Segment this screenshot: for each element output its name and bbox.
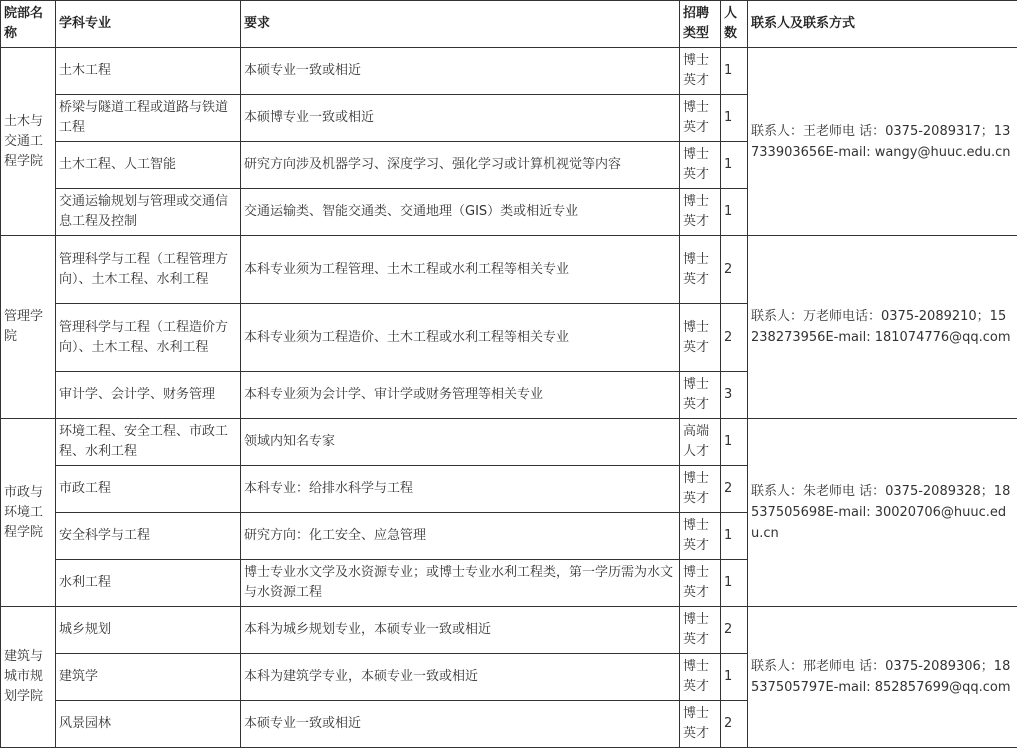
contact-cell: 联系人：朱老师电 话：0375-2089328；18537505698E-mail: 30020706@huuc.edu.cn: [748, 419, 1017, 607]
contact-cell: 联系人：万老师电话：0375-2089210；15238273956E-mail: 181074776@qq.com: [748, 236, 1017, 419]
type-cell: 博士英才: [680, 372, 721, 419]
table-row: [1, 419, 1017, 466]
requirement-cell: 本硕博专业一致或相近: [241, 95, 680, 142]
type-cell: 博士英才: [680, 236, 721, 304]
major-cell: 管理科学与工程（工程管理方向）、土木工程、水利工程: [56, 236, 241, 304]
requirement-cell: 本科为城乡规划专业，本硕专业一致或相近: [241, 607, 680, 654]
table-row: [1, 236, 1017, 304]
count-cell: 1: [721, 513, 748, 560]
major-cell: 风景园林: [56, 701, 241, 748]
contact-cell: 联系人：王老师电 话：0375-2089317；13733903656E-mail: wangy@huuc.edu.cn: [748, 48, 1017, 236]
header-type: 招聘类型: [680, 1, 721, 48]
count-cell: 1: [721, 189, 748, 236]
count-cell: 1: [721, 142, 748, 189]
requirement-cell: 领域内知名专家: [241, 419, 680, 466]
type-cell: 博士英才: [680, 48, 721, 95]
requirement-cell: 本科为建筑学专业，本硕专业一致或相近: [241, 654, 680, 701]
header-count: 人数: [721, 1, 748, 48]
requirement-cell: 本科专业须为工程管理、土木工程或水利工程等相关专业: [241, 236, 680, 304]
requirement-cell: 本科专业须为会计学、审计学或财务管理等相关专业: [241, 372, 680, 419]
count-cell: 2: [721, 701, 748, 748]
major-cell: 建筑学: [56, 654, 241, 701]
major-cell: 市政工程: [56, 466, 241, 513]
department-name: 建筑与城市规划学院: [1, 607, 56, 748]
contact-cell: 联系人：邢老师电 话：0375-2089306；18537505797E-mail: 852857699@qq.com: [748, 607, 1017, 748]
requirement-cell: 研究方向：化工安全、应急管理: [241, 513, 680, 560]
type-cell: 博士英才: [680, 142, 721, 189]
type-cell: 博士英才: [680, 560, 721, 607]
header-major: 学科专业: [56, 1, 241, 48]
type-cell: 博士英才: [680, 304, 721, 372]
requirement-cell: 交通运输类、智能交通类、交通地理（GIS）类或相近专业: [241, 189, 680, 236]
type-cell: 博士英才: [680, 466, 721, 513]
major-cell: 环境工程、安全工程、市政工程、水利工程: [56, 419, 241, 466]
type-cell: 博士英才: [680, 701, 721, 748]
count-cell: 1: [721, 48, 748, 95]
header-contact: 联系人及联系方式: [748, 1, 1017, 48]
count-cell: 2: [721, 607, 748, 654]
type-cell: 博士英才: [680, 95, 721, 142]
type-cell: 博士英才: [680, 607, 721, 654]
major-cell: 安全科学与工程: [56, 513, 241, 560]
major-cell: 水利工程: [56, 560, 241, 607]
major-cell: 城乡规划: [56, 607, 241, 654]
type-cell: 博士英才: [680, 189, 721, 236]
type-cell: 博士英才: [680, 654, 721, 701]
requirement-cell: 博士专业水文学及水资源专业；或博士专业水利工程类，第一学历需为水文与水资源工程: [241, 560, 680, 607]
major-cell: 土木工程、人工智能: [56, 142, 241, 189]
type-cell: 高端人才: [680, 419, 721, 466]
major-cell: 管理科学与工程（工程造价方向）、土木工程、水利工程: [56, 304, 241, 372]
type-cell: 博士英才: [680, 513, 721, 560]
requirement-cell: 本硕专业一致或相近: [241, 48, 680, 95]
department-name: 土木与交通工程学院: [1, 48, 56, 236]
table-row: [1, 48, 1017, 95]
header-row: [1, 1, 1017, 48]
requirement-cell: 研究方向涉及机器学习、深度学习、强化学习或计算机视觉等内容: [241, 142, 680, 189]
department-name: 管理学院: [1, 236, 56, 419]
header-dept: 院部名称: [1, 1, 56, 48]
major-cell: 交通运输规划与管理或交通信息工程及控制: [56, 189, 241, 236]
count-cell: 2: [721, 304, 748, 372]
count-cell: 1: [721, 419, 748, 466]
requirement-cell: 本科专业须为工程造价、土木工程或水利工程等相关专业: [241, 304, 680, 372]
count-cell: 1: [721, 654, 748, 701]
major-cell: 桥梁与隧道工程或道路与铁道工程: [56, 95, 241, 142]
department-name: 市政与环境工程学院: [1, 419, 56, 607]
count-cell: 1: [721, 560, 748, 607]
major-cell: 审计学、会计学、财务管理: [56, 372, 241, 419]
count-cell: 2: [721, 236, 748, 304]
count-cell: 2: [721, 466, 748, 513]
requirement-cell: 本硕专业一致或相近: [241, 701, 680, 748]
count-cell: 1: [721, 95, 748, 142]
table-row: [1, 607, 1017, 654]
major-cell: 土木工程: [56, 48, 241, 95]
requirement-cell: 本科专业：给排水科学与工程: [241, 466, 680, 513]
count-cell: 3: [721, 372, 748, 419]
header-requirement: 要求: [241, 1, 680, 48]
